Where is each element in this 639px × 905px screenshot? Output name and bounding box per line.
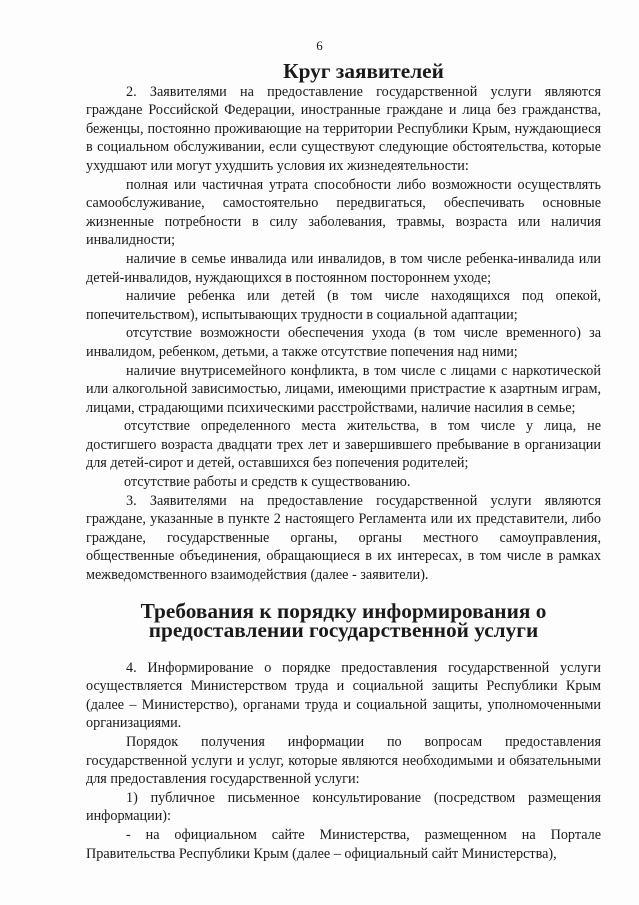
document-body [86, 59, 601, 863]
paragraph: отсутствие возможности обеспечения ухода (в том числе временного) за инвалидом, ребенком, детьми, а также отсутствие попечения над ними; [86, 325, 601, 360]
paragraph: 4. Информирование о порядке предоставления государственной услуги осуществляется Министерством труда и социальной защиты Республики Крым (далее – Министерство), органами труда и социальной защиты, уполномоченными организациями. [86, 659, 601, 732]
paragraph: 3. Заявителями на предоставление государственной услуги являются граждане, указанные в пункте 2 настоящего Регламента или их представители, либо граждане, государственные органы, органы местного самоуправления, общественные объединения, обращающиеся в их интересах, в том числе в рамках межведомственного взаимодействия (далее - заявители). [86, 492, 601, 584]
paragraph: - на официальном сайте Министерства, размещенном на Портале Правительства Республики Крым (далее – официальный сайт Министерства), [86, 826, 601, 862]
paragraph: наличие в семье инвалида или инвалидов, в том числе ребенка-инвалида или детей-инвалидов, нуждающихся в постоянном постороннем уходе; [86, 250, 601, 286]
paragraph: 1) публичное письменное консультирование (посредством размещения информации): [86, 789, 601, 825]
paragraph: наличие внутрисемейного конфликта, в том числе с лицами с наркотической или алкогольной зависимостью, лицами, имеющими пристрастие к азартным играм, лицами, страдающими психическими расстройствами, наличие насилия в семье; [86, 362, 601, 416]
page-number: 6 [316, 38, 323, 53]
paragraph: полная или частичная утрата способности либо возможности осуществлять самообслуживание, самостоятельно передвигаться, обеспечивать основные жизненные потребности в силу заболевания, травмы, возраста или наличия инвалидности; [86, 176, 601, 249]
paragraph: отсутствие определенного места жительства, в том числе у лица, не достигшего возраста двадцати трех лет и завершившего пребывание в организации для детей-сирот и детей, оставшихся без попечения родителей; [86, 418, 601, 472]
paragraph: отсутствие работы и средств к существованию. [124, 474, 411, 491]
paragraph: наличие ребенка или детей (в том числе находящихся под опекой, попечительством), испытывающих трудности в социальной адаптации; [86, 288, 601, 323]
section-heading-informing: Требования к порядку информирования о предоставлении государственной услуги [140, 598, 547, 642]
paragraph: 2. Заявителями на предоставление государственной услуги являются граждане Российской Федерации, иностранные граждане и лица без гражданства, беженцы, постоянно проживающие на территории Республики Крым, нуждающиеся в социальном обслуживании, если существуют следующие обстоятельства, которые ухудшают или могут ухудшить условия их жизнедеятельности: [86, 83, 601, 174]
section-heading-applicants: Круг заявителей [283, 59, 444, 83]
paragraph: Порядок получения информации по вопросам предоставления государственной услуги и услуг, которые являются необходимыми и обязательными для предоставления государственной услуги: [86, 734, 601, 788]
